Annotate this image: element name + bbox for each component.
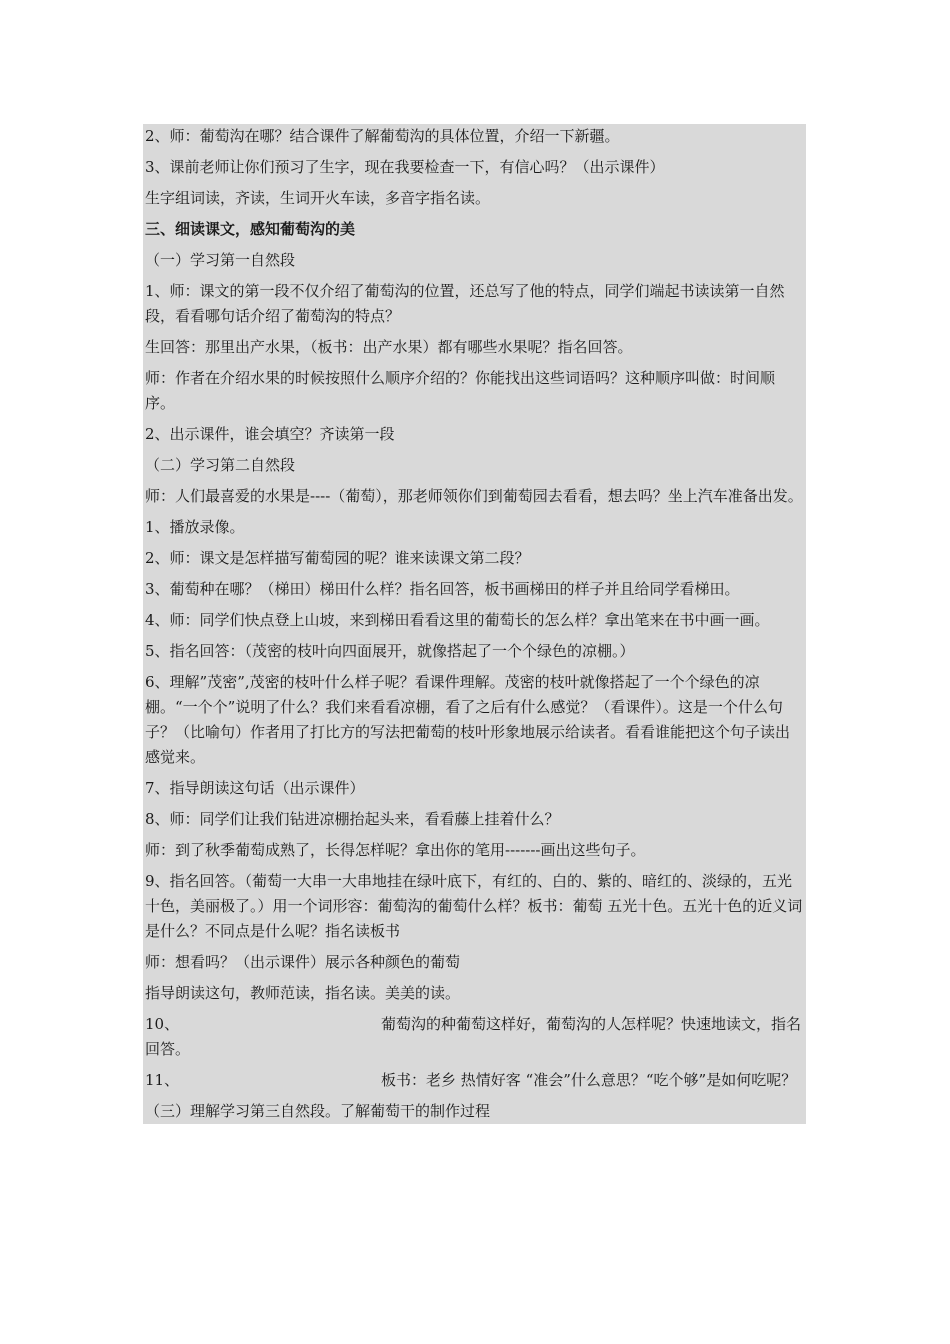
section-heading: 三、细读课文，感知葡萄沟的美 [145,220,356,238]
paragraph: 4、师：同学们快点登上山坡，来到梯田看看这里的葡萄长的怎么样？拿出笔来在书中画一画。 [145,611,770,629]
paragraph: 2、出示课件，谁会填空？齐读第一段 [145,425,395,443]
paragraph: 5、指名回答：（茂密的枝叶向四面展开，就像搭起了一个个绿色的凉棚。） [145,642,635,660]
paragraph: 师：人们最喜爱的水果是----（葡萄），那老师领你们到葡萄园去看看，想去吗？坐上汽车准备出发。 [145,487,803,505]
paragraph: 1、师：课文的第一段不仅介绍了葡萄沟的位置，还总写了他的特点，同学们端起书读读第一自然段，看看哪句话介绍了葡萄沟的特点？ [145,282,785,325]
paragraph-text: 葡萄沟的种葡萄这样好，葡萄沟的人怎样呢？快速地读文，指名回答。 [145,1015,802,1058]
paragraph-numbered [143,1012,806,1062]
paragraph: 6、理解”茂密”,茂密的枝叶什么样子呢？看课件理解。茂密的枝叶就像搭起了一个个绿色的凉棚。“一个个”说明了什么？我们来看看凉棚，看了之后有什么感觉？（看课件）。这是一个什么句子？（比喻句）作者用了打比方的写法把葡萄的枝叶形象地展示给读者。看看谁能把这个句子读出感觉来。 [145,673,791,766]
paragraph: 1、播放录像。 [145,518,245,536]
paragraph: 3、课前老师让你们预习了生字，现在我要检查一下，有信心吗？（出示课件） [145,158,665,176]
paragraph-number: 11、 [145,1071,180,1089]
subsection-heading: （三）理解学习第三自然段。了解葡萄干的制作过程 [145,1102,491,1120]
paragraph: 师：想看吗？（出示课件）展示各种颜色的葡萄 [145,953,461,971]
paragraph: 师：到了秋季葡萄成熟了，长得怎样呢？拿出你的笔用-------画出这些句子。 [145,841,646,859]
paragraph: 指导朗读这句，教师范读，指名读。美美的读。 [145,984,461,1002]
paragraph: 生回答：那里出产水果，（板书：出产水果）都有哪些水果呢？指名回答。 [145,338,633,356]
document-body [143,124,806,1124]
paragraph: 2、师：课文是怎样描写葡萄园的呢？谁来读课文第二段？ [145,549,530,567]
paragraph: 师：作者在介绍水果的时候按照什么顺序介绍的？你能找出这些词语吗？这种顺序叫做：时间顺序。 [145,369,776,412]
paragraph-text: 板书：老乡 热情好客 “准会”什么意思？“吃个够”是如何吃呢？ [381,1071,797,1089]
subsection-heading: （一）学习第一自然段 [145,251,296,269]
paragraph-numbered [143,1068,806,1093]
paragraph: 2、师：葡萄沟在哪？结合课件了解葡萄沟的具体位置，介绍一下新疆。 [145,127,620,145]
paragraph: 9、指名回答。（葡萄一大串一大串地挂在绿叶底下，有红的、白的、紫的、暗红的、淡绿的，五光十色，美丽极了。）用一个词形容：葡萄沟的葡萄什么样？板书：葡萄 五光十色。五光十色的近义词是什么？不同点是什么呢？指名读板书 [145,872,803,940]
paragraph: 生字组词读，齐读，生词开火车读，多音字指名读。 [145,189,491,207]
paragraph: 3、葡萄种在哪？（梯田）梯田什么样？指名回答，板书画梯田的样子并且给同学看梯田。 [145,580,740,598]
paragraph: 8、师：同学们让我们钻进凉棚抬起头来，看看藤上挂着什么？ [145,810,560,828]
paragraph-number: 10、 [145,1015,180,1033]
subsection-heading: （二）学习第二自然段 [145,456,296,474]
paragraph: 7、指导朗读这句话（出示课件） [145,779,365,797]
